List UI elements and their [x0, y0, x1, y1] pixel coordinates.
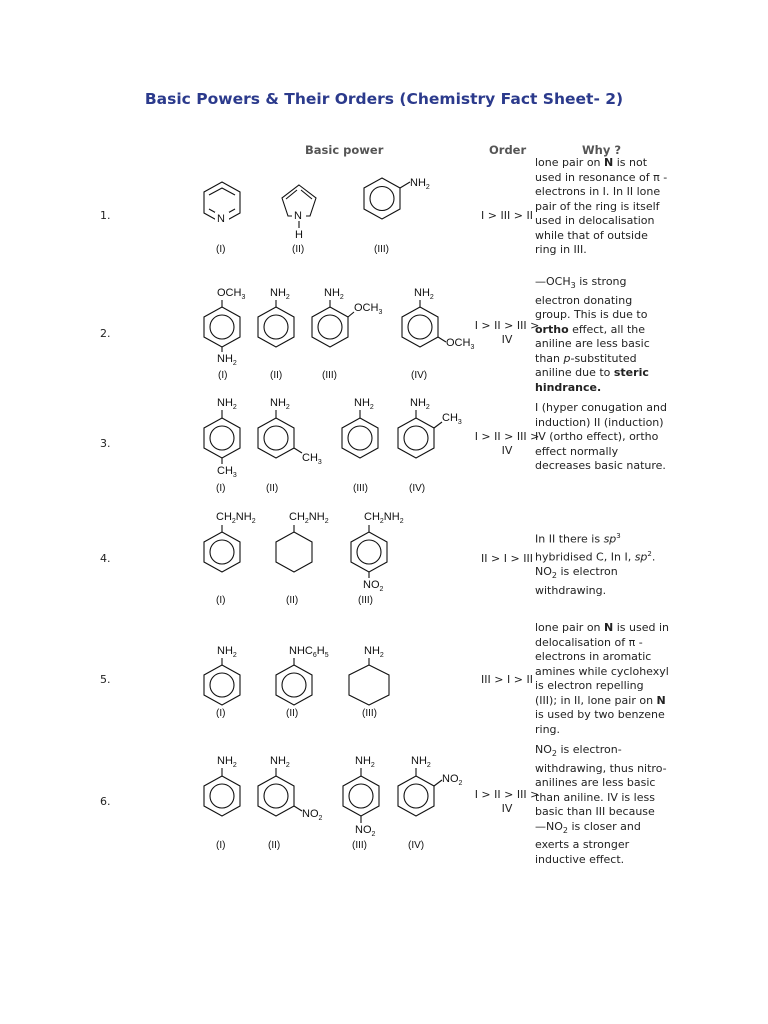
svg-text:(II): (II) [292, 244, 305, 255]
svg-text:NH2: $NH_2$ [410, 177, 430, 191]
svg-text:(II): (II) [286, 595, 299, 606]
svg-text:(I): (I) [216, 595, 226, 606]
svg-text:(III): (III) [362, 708, 377, 719]
svg-text:NO2: $NO_2$ [302, 808, 323, 822]
svg-text:(II): (II) [266, 483, 279, 494]
why-text: lone pair on N is not used in resonance of π -electrons in I. In II lone pair of the ring is itself used in delocalisation while that of outside ring in III. [535, 156, 668, 256]
o-nitroaniline-structure [398, 755, 463, 816]
svg-text:CH2NH2: $CH_2NH_2$ [364, 511, 404, 525]
page-title: Basic Powers & Their Orders (Chemistry Fact Sheet- 2) [144, 90, 624, 108]
row-number: 6. [100, 795, 111, 808]
order-text: I > II > III > IV [474, 430, 540, 457]
svg-text:OCH3: $OCH_3$ [217, 287, 246, 301]
svg-text:CH2NH2: $CH_2NH_2$ [216, 511, 256, 525]
m-nitroaniline-structure [258, 755, 323, 822]
svg-text:NH2: $NH_2$ [411, 755, 431, 769]
svg-text:NH2: $NH_2$ [270, 397, 290, 411]
row-number: 2. [100, 327, 111, 340]
svg-text:(III): (III) [374, 244, 389, 255]
svg-text:N: N [217, 213, 225, 225]
svg-text:NO2: $NO_2$ [355, 824, 376, 838]
svg-text:NH2: $NH_2$ [217, 645, 237, 659]
svg-text:OCH3: $OCH_3$ [446, 337, 475, 351]
p-nitroaniline-structure [343, 755, 379, 838]
header-why: Why ? [582, 143, 622, 157]
order-text: I > II > III > IV [474, 319, 540, 346]
why-text: I (hyper conugation and induction) II (induction) IV (ortho effect), ortho effect normally decreases basic nature. [535, 401, 667, 472]
svg-text:NO2: $NO_2$ [363, 579, 384, 593]
svg-text:(I): (I) [216, 244, 226, 255]
aniline-structure [204, 755, 240, 816]
row-number: 1. [100, 209, 111, 222]
svg-text:NO2: $NO_2$ [442, 773, 463, 787]
svg-text:(I): (I) [216, 708, 226, 719]
order-text: II > I > III [481, 552, 533, 565]
row-number: 5. [100, 673, 111, 686]
why-text: lone pair on N is used in delocalisation of π -electrons in aromatic amines while cyclohexyl is electron repelling (III); in II, lone pair on N is used by two benzene ring. [535, 621, 670, 736]
header-order: Order [489, 143, 527, 157]
svg-text:NH2: $NH_2$ [355, 755, 375, 769]
svg-text:(II): (II) [268, 840, 281, 851]
svg-text:H: H [295, 229, 303, 241]
svg-text:(IV): (IV) [408, 840, 425, 851]
svg-text:NH2: $NH_2$ [354, 397, 374, 411]
svg-text:NH2: $NH_2$ [364, 645, 384, 659]
header-basic-power: Basic power [305, 143, 384, 157]
svg-text:(III): (III) [322, 370, 337, 381]
svg-text:(II): (II) [270, 370, 283, 381]
svg-text:OCH3: $OCH_3$ [354, 302, 383, 316]
why-text: $NO_2$ is electron-withdrawing, thus nitro-anilines are less basic than aniline. IV is less basic than III because $—NO_2$ is closer and exerts a stronger inductive effect. [535, 743, 667, 866]
svg-text:N: N [294, 210, 302, 222]
svg-text:(I): (I) [216, 483, 226, 494]
svg-text:CH3: $CH_3$ [217, 465, 237, 479]
svg-text:NHC6H5: $NHC_6H_5$ [289, 645, 329, 659]
svg-text:(I): (I) [218, 370, 228, 381]
svg-text:NH2: $NH_2$ [270, 287, 290, 301]
svg-text:NH2: $NH_2$ [414, 287, 434, 301]
svg-text:NH2: $NH_2$ [217, 755, 237, 769]
svg-text:(III): (III) [353, 483, 368, 494]
row-number: 4. [100, 552, 111, 565]
svg-text:CH2NH2: $CH_2NH_2$ [289, 511, 329, 525]
svg-text:NH2: $NH_2$ [270, 755, 290, 769]
order-text: I > II > III > IV [474, 788, 540, 815]
order-text: III > I > II [481, 673, 533, 686]
why-text: In II there is $sp^3$ hybridised C, In I, $sp^2$. $NO_2$ is electron withdrawing. [535, 532, 656, 597]
svg-text:(III): (III) [358, 595, 373, 606]
svg-text:(II): (II) [286, 708, 299, 719]
svg-text:NH2: $NH_2$ [217, 397, 237, 411]
svg-text:CH3: $CH_3$ [302, 452, 322, 466]
why-text: $—OCH_3$ is strong electron donating group. This is due to ortho effect, all the aniline are less basic than p-substituted aniline due to steric hindrance. [535, 275, 650, 394]
row-number: 3. [100, 437, 111, 450]
svg-text:NH2: $NH_2$ [324, 287, 344, 301]
svg-text:(IV): (IV) [411, 370, 428, 381]
svg-text:(III): (III) [352, 840, 367, 851]
svg-text:NH2: $NH_2$ [410, 397, 430, 411]
svg-text:CH3: $CH_3$ [442, 412, 462, 426]
svg-text:NH2: $NH_2$ [217, 353, 237, 367]
svg-text:(I): (I) [216, 840, 226, 851]
order-text: I > III > II [481, 209, 533, 222]
svg-text:(IV): (IV) [409, 483, 426, 494]
